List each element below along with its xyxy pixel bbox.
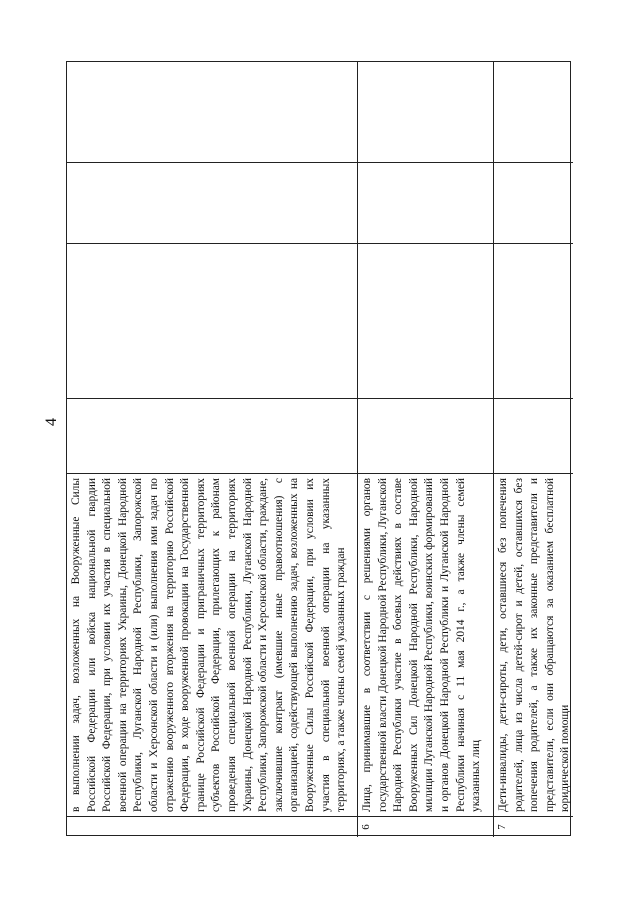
empty-cell (494, 162, 573, 244)
empty-cell (67, 243, 357, 399)
category-description-cell: Дети-инвалиды, дети-сироты, дети, оставшиеся без попечения родителей, лица из числа детей-сирот и детей, оставшихся без попечения родителей, а также их законные представители и представители, если они обращаются за оказанием бесплатной юридической помощи (494, 474, 573, 817)
empty-cell (358, 61, 494, 163)
category-description-cell: в выполнении задач, возложенных на Вооруженные Силы Российской Федерации или войска национальной гвардии Российской Федерации, при условии их участия в специальной военной операции на территориях Украины, Донецкой Народной Республики, Луганской Народной Республики, Запорожской области и Херсонской области и (или) выполнения ими задач по отражению вооруженного вторжения на территорию Российской Федерации, в ходе вооруженной провокации на Государственной границе Российской Федерации и приграничных территориях субъектов Российской Федерации, прилегающих к районам проведения специальной военной операции на территориях Украины, Донецкой Народной Республики, Луганской Народной Республики, Запорожской области и Херсонской области, граждане, заключившие контракт (имевшие иные правоотношения) с организацией, содействующей выполнению задач, возложенных на Вооруженные Силы Российской Федерации, при условии их участия в специальной военной операции на указанных территориях, а также члены семей указанных граждан (67, 474, 357, 817)
empty-cell (67, 162, 357, 244)
row-number-cell: 6 (360, 824, 372, 830)
empty-cell (67, 61, 357, 163)
empty-cell (494, 398, 573, 474)
page-number: 4 (43, 418, 60, 426)
table-row (357, 62, 494, 837)
empty-cell (358, 162, 494, 244)
empty-cell (358, 243, 494, 399)
empty-cell (494, 61, 573, 163)
document-table (66, 61, 571, 836)
category-description-cell: Лица, принимавшие в соответствии с решениями органов государственной власти Донецкой Народной Республики, Луганской Народной Республики участие в боевых действиях в составе Вооруженных Сил Донецкой Народной Республики, Народной милиции Луганской Народной Республики, воинских формирований и органов Донецкой Народной Республики и Луганской Народной Республики начиная с 11 мая 2014 г., а также члены семей указанных лиц (358, 474, 494, 817)
row-number-cell: 7 (496, 824, 508, 830)
table-row (67, 62, 357, 837)
empty-cell (67, 398, 357, 474)
empty-cell (494, 243, 573, 399)
table-row (493, 62, 573, 837)
empty-cell (358, 398, 494, 474)
row-number-cell (67, 817, 357, 837)
